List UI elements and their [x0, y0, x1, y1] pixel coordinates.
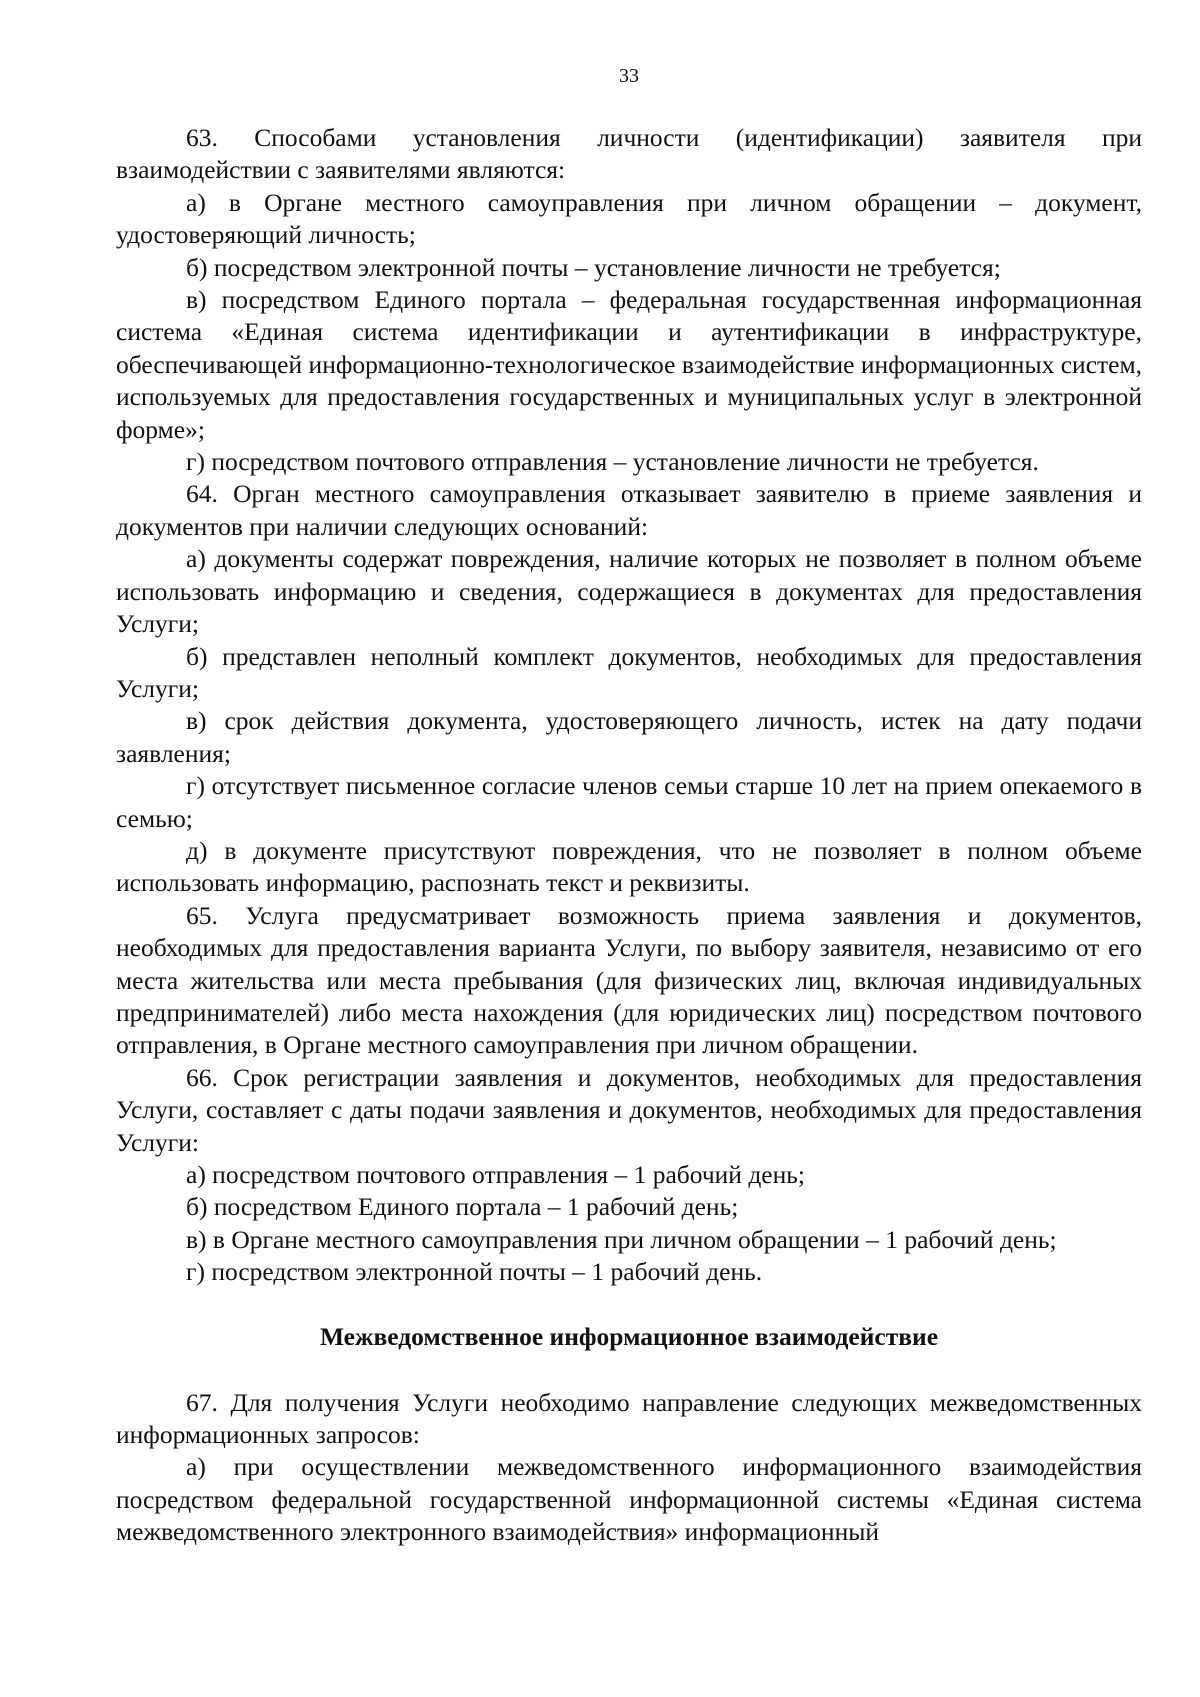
- paragraph: б) представлен неполный комплект документов, необходимых для предоставления Услуги;: [116, 641, 1142, 703]
- paragraph: 63. Способами установления личности (идентификации) заявителя при взаимодействии с заявителями являются:: [116, 123, 1142, 185]
- page-number: 33: [619, 65, 639, 87]
- paragraph: 66. Срок регистрации заявления и документов, необходимых для предоставления Услуги, составляет с даты подачи заявления и документов, необходимых для предоставления Услуги:: [116, 1062, 1142, 1157]
- paragraph: а) в Органе местного самоуправления при личном обращении – документ, удостоверяющий личность;: [116, 187, 1142, 250]
- paragraph: 64. Орган местного самоуправления отказывает заявителю в приеме заявления и документов при наличии следующих оснований:: [116, 479, 1142, 541]
- paragraph: д) в документе присутствуют повреждения, что не позволяет в полном объеме использовать информацию, распознать текст и реквизиты.: [116, 835, 1142, 898]
- body-text-section-2: [116, 1387, 1142, 1549]
- paragraph: б) посредством электронной почты – установление личности не требуется;: [186, 252, 1001, 282]
- section-heading: Межведомственное информационное взаимодействие: [319, 1321, 939, 1351]
- paragraph: г) посредством электронной почты – 1 рабочий день.: [186, 1257, 763, 1287]
- paragraph: а) документы содержат повреждения, наличие которых не позволяет в полном объеме использовать информацию и сведения, содержащиеся в документах для предоставления Услуги;: [116, 544, 1142, 639]
- paragraph: 65. Услуга предусматривает возможность приема заявления и документов, необходимых для предоставления варианта Услуги, по выбору заявителя, независимо от его места жительства или места пребывания (для физических лиц, включая индивидуальных предпринимателей) либо места нахождения (для юридических лиц) посредством почтового отправления, в Органе местного самоуправления при личном обращении.: [116, 900, 1142, 1060]
- body-text-section-1: [116, 122, 1142, 1289]
- paragraph: г) отсутствует письменное согласие членов семьи старше 10 лет на прием опекаемого в семью;: [116, 771, 1142, 833]
- paragraph: б) посредством Единого портала – 1 рабочий день;: [186, 1192, 739, 1222]
- paragraph: г) посредством почтового отправления – установление личности не требуется.: [186, 447, 1039, 477]
- paragraph: в) посредством Единого портала – федеральная государственная информационная система «Единая система идентификации и аутентификации в инфраструктуре, обеспечивающей информационно-технологическое взаимодействие информационных систем, используемых для предоставления государственных и муниципальных услуг в электронной форме»;: [116, 285, 1142, 444]
- paragraph: а) при осуществлении межведомственного информационного взаимодействия посредством федеральной государственной информационной системы «Единая система межведомственного электронного взаимодействия» информационный: [116, 1452, 1142, 1547]
- paragraph: в) срок действия документа, удостоверяющего личность, истек на дату подачи заявления;: [116, 706, 1142, 768]
- paragraph: 67. Для получения Услуги необходимо направление следующих межведомственных информационных запросов:: [116, 1387, 1142, 1450]
- paragraph: а) посредством почтового отправления – 1 рабочий день;: [186, 1160, 805, 1189]
- paragraph: в) в Органе местного самоуправления при личном обращении – 1 рабочий день;: [186, 1224, 1057, 1254]
